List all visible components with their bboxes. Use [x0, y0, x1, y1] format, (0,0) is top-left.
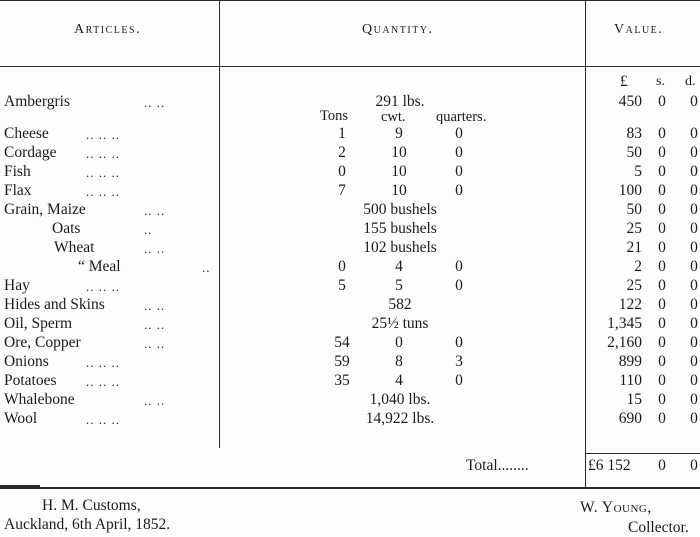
value-pounds: 25: [626, 220, 642, 237]
leader-dots: .. .. ..: [86, 279, 120, 294]
column-divider-1: [219, 0, 220, 448]
table-bottom-flourish: [0, 485, 40, 487]
value-shillings: 0: [658, 353, 666, 370]
value-shillings: 0: [658, 315, 666, 332]
value-pounds: 1,345: [607, 315, 642, 332]
leader-dots: .. .. ..: [86, 184, 120, 199]
leader-dots: .. .. ..: [86, 146, 120, 161]
value-pounds: 21: [626, 239, 642, 256]
value-pence: 0: [690, 410, 698, 427]
footer-place-date: Auckland, 6th April, 1852.: [4, 516, 171, 533]
quantity-quarters: 0: [455, 277, 463, 294]
leader-dots: ..: [144, 222, 153, 237]
quantity-text: 25½ tuns: [371, 315, 429, 332]
quantity-tons: 7: [338, 182, 346, 199]
value-pence: 0: [690, 334, 698, 351]
leader-dots: .. ..: [144, 393, 166, 408]
quantity-quarters: 0: [455, 163, 463, 180]
leader-dots: .. ..: [144, 298, 166, 313]
value-pounds: 5: [634, 163, 642, 180]
top-rule: [0, 0, 700, 1]
value-shillings: 0: [658, 372, 666, 389]
quantity-tons: 5: [338, 277, 346, 294]
value-pounds: 899: [618, 353, 642, 370]
article-name: Wheat: [54, 239, 95, 256]
value-pence: 0: [690, 144, 698, 161]
value-shillings: 0: [658, 391, 666, 408]
value-shillings: 0: [658, 410, 666, 427]
value-pounds: 2: [634, 258, 642, 275]
total-shillings: 0: [658, 457, 666, 474]
value-shillings: 0: [658, 163, 666, 180]
quantity-cwt: 10: [391, 182, 407, 199]
value-pounds: 2,160: [607, 334, 642, 351]
quantity-text: 291 lbs.: [375, 93, 425, 110]
article-name: Wool: [4, 410, 38, 427]
value-pence: 0: [690, 391, 698, 408]
leader-dots: .. .. ..: [86, 165, 120, 180]
leader-dots: ..: [202, 260, 211, 275]
article-name: Hay: [4, 277, 30, 294]
leader-dots: .. ..: [144, 336, 166, 351]
footer-office: H. M. Customs,: [42, 497, 141, 514]
value-pounds: 450: [618, 93, 642, 110]
quantity-text: 14,922 lbs.: [365, 410, 435, 427]
value-pence: 0: [690, 315, 698, 332]
leader-dots: .. .. ..: [86, 127, 120, 142]
quantity-text: 1,040 lbs.: [369, 391, 431, 408]
value-shillings: 0: [658, 334, 666, 351]
value-pence: 0: [690, 201, 698, 218]
value-pence: 0: [690, 353, 698, 370]
article-name: Cordage: [4, 144, 57, 161]
value-pence: 0: [690, 296, 698, 313]
leader-dots: .. .. ..: [86, 412, 120, 427]
article-name: Whalebone: [4, 391, 75, 408]
quantity-tons: 35: [334, 372, 350, 389]
value-column-top-rule: [586, 453, 700, 454]
article-name: Oil, Sperm: [4, 315, 73, 332]
quantity-cwt: 10: [391, 163, 407, 180]
quantity-text: 155 bushels: [363, 220, 437, 237]
value-pence: 0: [690, 258, 698, 275]
article-name: Grain, Maize: [4, 201, 86, 218]
leader-dots: .. ..: [144, 95, 166, 110]
quantity-tons: 54: [334, 334, 350, 351]
article-name: Hides and Skins: [4, 296, 105, 313]
quantity-quarters: 0: [455, 258, 463, 275]
value-pounds: 15: [626, 391, 642, 408]
value-shillings: 0: [658, 296, 666, 313]
quantity-quarters: 0: [455, 125, 463, 142]
subheader-quarters: quarters.: [436, 109, 487, 125]
leader-dots: .. ..: [144, 203, 166, 218]
value-pounds: 122: [618, 296, 642, 313]
quantity-cwt: 4: [395, 372, 403, 389]
article-name: Ore, Copper: [4, 334, 81, 351]
value-pounds: 100: [618, 182, 642, 199]
quantity-text: 102 bushels: [363, 239, 437, 256]
value-pounds: 83: [626, 125, 642, 142]
quantity-tons: 59: [334, 353, 350, 370]
article-name: Potatoes: [4, 372, 57, 389]
unit-pence: d.: [685, 74, 696, 89]
quantity-text: 500 bushels: [363, 201, 437, 218]
value-shillings: 0: [658, 201, 666, 218]
value-pounds: 50: [626, 144, 642, 161]
value-pounds: 25: [626, 277, 642, 294]
quantity-tons: 1: [338, 125, 346, 142]
leader-dots: .. .. ..: [86, 374, 120, 389]
footer-title: Collector.: [628, 519, 689, 536]
quantity-quarters: 0: [455, 182, 463, 199]
value-pence: 0: [690, 93, 698, 110]
column-divider-2: [585, 0, 586, 488]
subheader-tons: Tons: [320, 108, 348, 124]
value-shillings: 0: [658, 239, 666, 256]
value-pence: 0: [690, 277, 698, 294]
article-name: Ambergris: [4, 93, 71, 110]
quantity-cwt: 5: [395, 277, 403, 294]
value-shillings: 0: [658, 220, 666, 237]
value-shillings: 0: [658, 182, 666, 199]
unit-shillings: s.: [656, 74, 665, 89]
article-name: “ Meal: [78, 258, 121, 275]
total-pounds: £6 152: [588, 457, 631, 474]
quantity-cwt: 10: [391, 144, 407, 161]
value-pence: 0: [690, 239, 698, 256]
quantity-tons: 0: [338, 163, 346, 180]
quantity-cwt: 9: [395, 125, 403, 142]
article-name: Cheese: [4, 125, 49, 142]
value-pence: 0: [690, 372, 698, 389]
value-pounds: 690: [618, 410, 642, 427]
unit-pounds: £: [620, 73, 628, 90]
article-name: Oats: [52, 220, 81, 237]
quantity-quarters: 0: [455, 334, 463, 351]
total-label: Total........: [466, 457, 529, 474]
footer-signature: W. Young,: [580, 499, 652, 516]
value-pence: 0: [690, 163, 698, 180]
value-shillings: 0: [658, 144, 666, 161]
value-pence: 0: [690, 125, 698, 142]
table-bottom-rule: [0, 487, 700, 489]
article-name: Fish: [4, 163, 31, 180]
quantity-cwt: 8: [395, 353, 403, 370]
quantity-text: 582: [388, 296, 412, 313]
leader-dots: .. ..: [144, 317, 166, 332]
total-pence: 0: [690, 457, 698, 474]
quantity-quarters: 3: [455, 353, 463, 370]
leader-dots: .. ..: [144, 241, 166, 256]
article-name: Onions: [4, 353, 49, 370]
header-value: Value.: [614, 22, 664, 37]
quantity-quarters: 0: [455, 144, 463, 161]
quantity-cwt: 0: [395, 334, 403, 351]
leader-dots: .. .. ..: [86, 355, 120, 370]
value-pence: 0: [690, 182, 698, 199]
header-bottom-rule: [0, 66, 700, 67]
value-shillings: 0: [658, 258, 666, 275]
value-pounds: 110: [619, 372, 642, 389]
quantity-cwt: 4: [395, 258, 403, 275]
quantity-tons: 0: [338, 258, 346, 275]
quantity-quarters: 0: [455, 372, 463, 389]
value-shillings: 0: [658, 125, 666, 142]
header-articles: Articles.: [74, 22, 142, 37]
value-pence: 0: [690, 220, 698, 237]
header-quantity: Quantity.: [362, 22, 434, 37]
article-name: Flax: [4, 182, 32, 199]
quantity-tons: 2: [338, 144, 346, 161]
value-shillings: 0: [658, 93, 666, 110]
value-pounds: 50: [626, 201, 642, 218]
subheader-cwt: cwt.: [381, 109, 406, 125]
value-shillings: 0: [658, 277, 666, 294]
